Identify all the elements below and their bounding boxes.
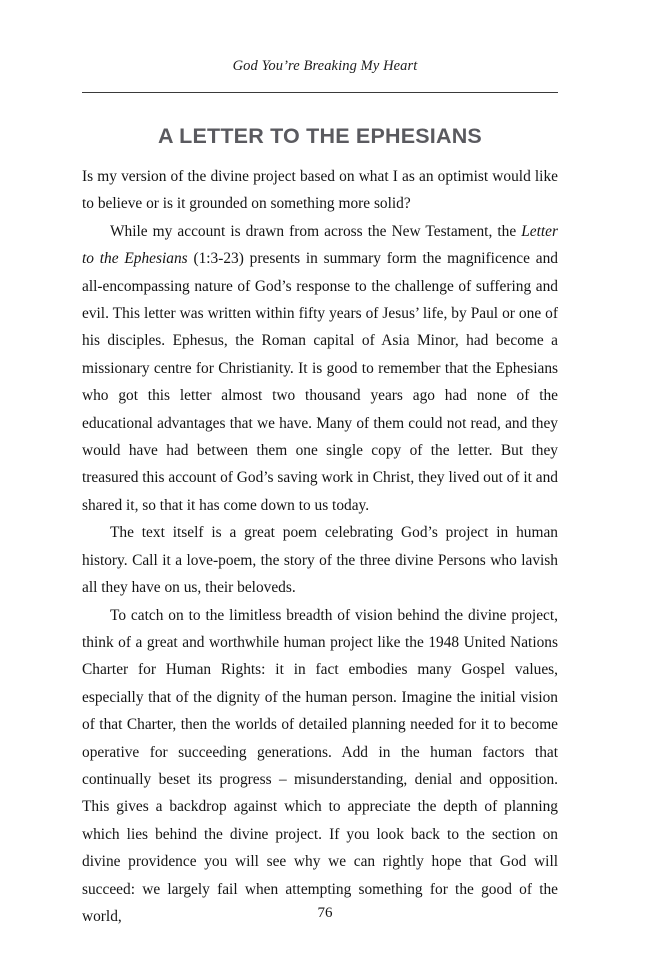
italic-title: Letter to the Ephesians — [82, 222, 558, 268]
body-text — [82, 163, 558, 930]
header-divider — [82, 92, 558, 93]
page-title: A LETTER TO THE EPHESIANS — [158, 124, 482, 149]
paragraph: The text itself is a great poem celebrating God’s project in human history. Call it a love-poem, the story of the three divine Persons who lavish all they have on us, their beloveds. — [82, 524, 558, 597]
paragraph: While my account is drawn from across the New Testament, the Letter to the Ephesians (1:3-23) presents in summary form the magnificence and all-encompassing nature of God’s response to the challenge of suffering and evil. This letter was written within fifty years of Jesus’ life, by Paul or one of his disciples. Ephesus, the Roman capital of Asia Minor, had become a missionary centre for Christianity. It is good to remember that the Ephesians who got this letter almost two thousand years ago had none of the educational advantages that we have. Many of them could not read, and they would have had between them one single copy of the letter. But they treasured this account of God’s saving work in Christ, they lived out of it and shared it, so that it has come down to us today. — [82, 222, 558, 514]
paragraph: To catch on to the limitless breadth of vision behind the divine project, think of a great and worthwhile human project like the 1948 United Nations Charter for Human Rights: it in fact embodies many Gospel values, especially that of the dignity of the human person. Imagine the initial vision of that Charter, then the worlds of detailed planning needed for it to become operative for succeeding generations. Add in the human factors that continually beset its progress – misunderstanding, denial and opposition. This gives a backdrop against which to appreciate the depth of planning which lies behind the divine project. If you look back to the section on divine providence you will see why we can rightly hope that God will succeed: we largely fail when attempting something for the good of the world, — [82, 606, 558, 925]
running-head: God You’re Breaking My Heart — [232, 58, 418, 74]
page-number: 76 — [317, 905, 333, 921]
paragraph: Is my version of the divine project based on what I as an optimist would like to believe or is it grounded on something more solid? — [82, 168, 558, 213]
